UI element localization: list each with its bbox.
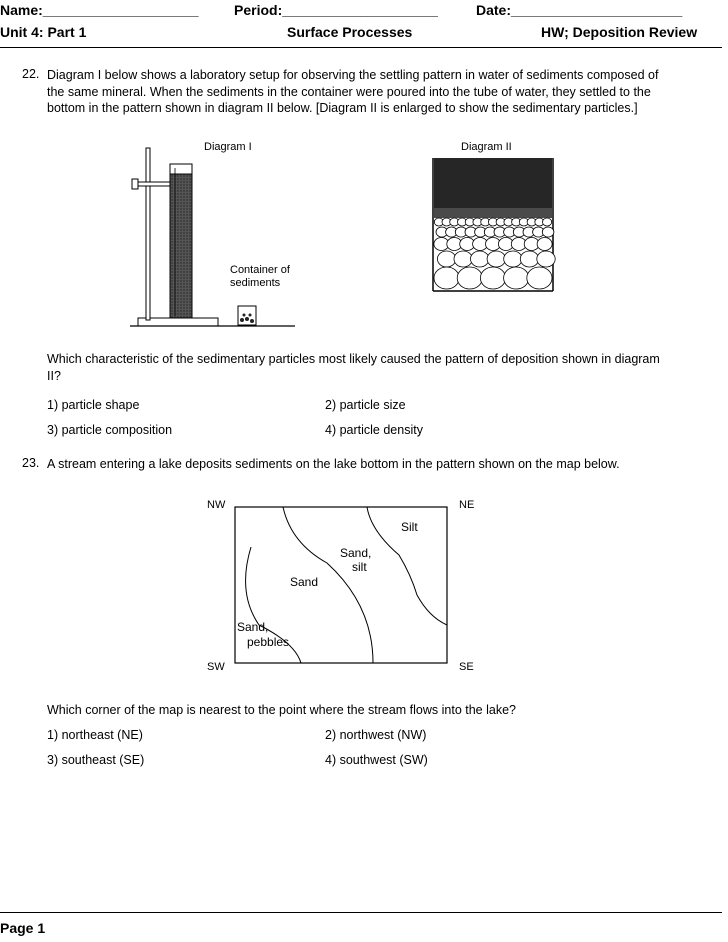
q22-choice-4[interactable]: 4) particle density bbox=[325, 423, 423, 437]
map-label-sw: SW bbox=[207, 661, 225, 673]
q22-choice-1[interactable]: 1) particle shape bbox=[47, 398, 140, 412]
unit-title: Unit 4: Part 1 bbox=[0, 24, 87, 40]
period-field[interactable]: Period:____________________ bbox=[234, 2, 438, 18]
date-field[interactable]: Date:______________________ bbox=[476, 2, 683, 18]
question-23-number: 23. bbox=[22, 456, 40, 470]
pebble bbox=[437, 251, 455, 267]
question-22-prompt: Which characteristic of the sedimentary particles most likely caused the pattern of deposition shown in diagram II? bbox=[47, 352, 660, 383]
map-label-se: SE bbox=[459, 661, 474, 673]
pebble bbox=[504, 267, 529, 289]
footer-rule bbox=[0, 912, 722, 913]
diagram-1 bbox=[120, 136, 320, 331]
map-label-ne: NE bbox=[459, 499, 475, 511]
pebble bbox=[487, 251, 505, 267]
pebble bbox=[454, 251, 472, 267]
pebble bbox=[480, 267, 505, 289]
pebble bbox=[457, 267, 482, 289]
q23-choice-2[interactable]: 2) northwest (NW) bbox=[325, 728, 427, 742]
q22-choice-2[interactable]: 2) particle size bbox=[325, 398, 406, 412]
lake-map bbox=[195, 495, 495, 680]
pebble bbox=[434, 267, 459, 289]
assignment-title: HW; Deposition Review bbox=[541, 24, 698, 40]
diagram-2-title: Diagram II bbox=[461, 141, 512, 153]
pebble bbox=[471, 251, 489, 267]
pebble bbox=[543, 218, 552, 226]
map-label-sand-pebbles-1: Sand, bbox=[237, 620, 269, 634]
pebble bbox=[527, 267, 552, 289]
topic-title: Surface Processes bbox=[287, 24, 413, 40]
q23-choice-4[interactable]: 4) southwest (SW) bbox=[325, 753, 428, 767]
map-label-sand-silt-2: silt bbox=[352, 560, 367, 574]
question-22-number: 22. bbox=[22, 67, 40, 81]
name-field[interactable]: Name:____________________ bbox=[0, 2, 199, 18]
header-rule bbox=[0, 47, 722, 48]
pebble bbox=[542, 227, 554, 237]
question-22-stem: Diagram I below shows a laboratory setup for observing the settling pattern in water of sediments composed of the same mineral. When the sediments in the container were poured into the tube of water, they settled to the bottom in the pattern shown in diagram II below. [Diagram II is enlarged to show the sedimentary particles.] bbox=[47, 68, 659, 115]
q23-choice-3[interactable]: 3) southeast (SE) bbox=[47, 753, 145, 767]
question-23-prompt: Which corner of the map is nearest to the point where the stream flows into the lake? bbox=[47, 703, 516, 717]
pebble bbox=[504, 251, 522, 267]
diagram-1-label-line2: sediments bbox=[230, 277, 281, 289]
pebble bbox=[537, 238, 552, 251]
diagram-1-label-line1: Container of bbox=[230, 264, 290, 276]
q23-choice-1[interactable]: 1) northeast (NE) bbox=[47, 728, 143, 742]
q22-choice-3[interactable]: 3) particle composition bbox=[47, 423, 173, 437]
question-23-stem: A stream entering a lake deposits sediments on the lake bottom in the pattern shown on the map below. bbox=[47, 457, 620, 471]
pebble bbox=[537, 251, 555, 267]
pebble bbox=[520, 251, 538, 267]
diagram-2 bbox=[425, 136, 560, 296]
map-label-sand-pebbles-2: pebbles bbox=[247, 635, 290, 649]
diagram-1-title: Diagram I bbox=[204, 141, 252, 153]
map-label-sand-silt-1: Sand, bbox=[340, 546, 372, 560]
map-label-nw: NW bbox=[207, 499, 226, 511]
map-label-silt: Silt bbox=[401, 520, 418, 534]
page-number: Page 1 bbox=[0, 920, 46, 936]
map-label-sand: Sand bbox=[290, 575, 319, 589]
